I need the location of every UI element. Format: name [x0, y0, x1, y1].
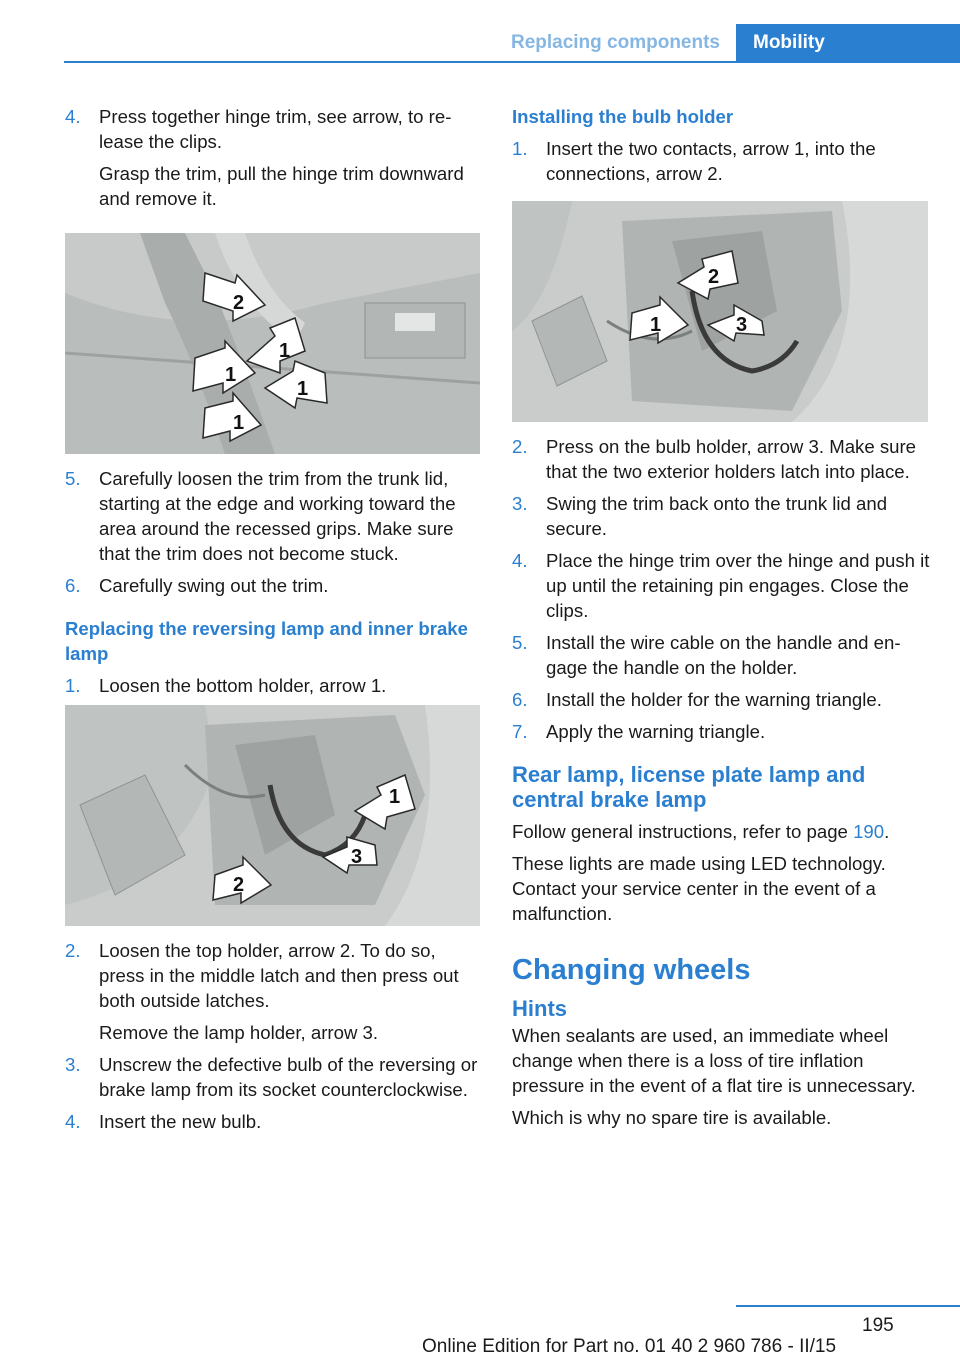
step-text: Loosen the top holder, arrow 2. To do so, press in the middle latch and then press out both outside latches. [99, 940, 459, 1011]
rev-step-4 [65, 1109, 480, 1134]
lamp-holder-figure [65, 705, 480, 926]
step-text: Press on the bulb holder, arrow 3. Make sure that the two exterior holders latch into place. [546, 436, 917, 482]
step-number: 7. [512, 721, 528, 742]
inst-step-1 [512, 136, 932, 186]
fig2-label-1: 1 [389, 786, 401, 808]
fig2-label-2: 2 [233, 874, 245, 896]
step-text: Insert the two contacts, arrow 1, into the connections, arrow 2. [546, 138, 876, 184]
step-text: Install the holder for the warning triangle. [546, 689, 882, 710]
step-text: Carefully swing out the trim. [99, 575, 329, 596]
fig2-label-3: 3 [351, 846, 363, 868]
fig3-label-1: 1 [650, 314, 662, 336]
step-number: 6. [512, 689, 528, 710]
fig3-label-3: 3 [736, 314, 748, 336]
hints-text: When sealants are used, an immediate wheel change when there is a loss of tire inflation pressure in the event of a flat tire is unnecessary. [512, 1025, 916, 1096]
inst-step-5 [512, 630, 932, 680]
bulb-holder-figure [512, 201, 928, 422]
fig1-label-1: 1 [233, 412, 245, 434]
inst-step-7 [512, 719, 932, 744]
step-text: Insert the new bulb. [99, 1111, 262, 1132]
step-4-hinge-trim [65, 104, 480, 211]
inst-step-2 [512, 434, 932, 484]
step-number: 5. [512, 632, 528, 653]
fig1-label-1: 1 [225, 364, 237, 386]
rear-lamp-reference: Follow general instructions, refer to page 190. [512, 821, 890, 842]
header-chapter-tab: Mobility [736, 24, 960, 61]
step-text: Swing the trim back onto the trunk lid and secure. [546, 493, 888, 539]
step-text: Install the wire cable on the handle and engage the handle on the holder. [546, 632, 901, 678]
step-text: Press together hinge trim, see arrow, to release the clips. [99, 106, 452, 152]
inst-step-4 [512, 548, 932, 623]
no-spare-tire-text: Which is why no spare tire is available. [512, 1107, 832, 1128]
step-number: 2. [65, 940, 81, 961]
rev-step-1 [65, 673, 480, 698]
step-text: Grasp the trim, pull the hinge trim downward and remove it. [99, 163, 464, 209]
inst-step-3 [512, 491, 932, 541]
step-number: 4. [65, 106, 81, 127]
fig1-label-1: 1 [279, 340, 291, 362]
step-number: 2. [512, 436, 528, 457]
step-number: 1. [512, 138, 528, 159]
installing-heading: Installing the bulb holder [512, 106, 734, 127]
edition-line: Online Edition for Part no. 01 40 2 960 786 - II/15 [422, 1336, 837, 1357]
rear-lamp-heading: Rear lamp, license plate lamp and central brake lamp [512, 762, 866, 812]
step-5-loosen-trim [65, 466, 480, 566]
fig1-label-2: 2 [233, 292, 245, 314]
page-reference-link[interactable]: 190 [853, 821, 885, 842]
changing-wheels-heading: Changing wheels [512, 954, 751, 986]
step-number: 3. [512, 493, 528, 514]
rev-step-3 [65, 1052, 480, 1102]
right-column [512, 104, 932, 1137]
step-text: Carefully loosen the trim from the trunk lid, starting at the edge and working toward the area around the recessed grips. Make sure that the trim does not become stuck. [99, 468, 456, 564]
step-number: 6. [65, 575, 81, 596]
step-text: Loosen the bottom holder, arrow 1. [99, 675, 387, 696]
header-section-title: Replacing components [510, 32, 720, 53]
hints-heading: Hints [512, 996, 567, 1021]
step-number: 1. [65, 675, 81, 696]
inst-step-6 [512, 687, 932, 712]
rev-step-2 [65, 938, 480, 1045]
step-text: Apply the warning triangle. [546, 721, 766, 742]
step-text: Place the hinge trim over the hinge and push it up until the retaining pin engages. Close the clips. [546, 550, 930, 621]
fig3-label-2: 2 [708, 266, 720, 288]
step-number: 3. [65, 1054, 81, 1075]
header-rule [64, 61, 960, 63]
footer-rule [736, 1305, 960, 1307]
reversing-lamp-heading: Replacing the reversing lamp and inner brake lamp [65, 618, 468, 664]
step-text: Remove the lamp holder, arrow 3. [99, 1022, 379, 1043]
fig1-label-1: 1 [297, 378, 309, 400]
step-number: 4. [512, 550, 528, 571]
hinge-trim-figure [65, 233, 480, 454]
page-number: 195 [862, 1315, 894, 1336]
led-info-text: These lights are made using LED technology. Contact your service center in the event of a malfunction. [512, 853, 886, 924]
step-number: 5. [65, 468, 81, 489]
step-6-swing-trim [65, 573, 480, 598]
step-text: Unscrew the defective bulb of the reversing or brake lamp from its socket counterclockwise. [99, 1054, 478, 1100]
step-number: 4. [65, 1111, 81, 1132]
left-column [65, 104, 480, 1141]
